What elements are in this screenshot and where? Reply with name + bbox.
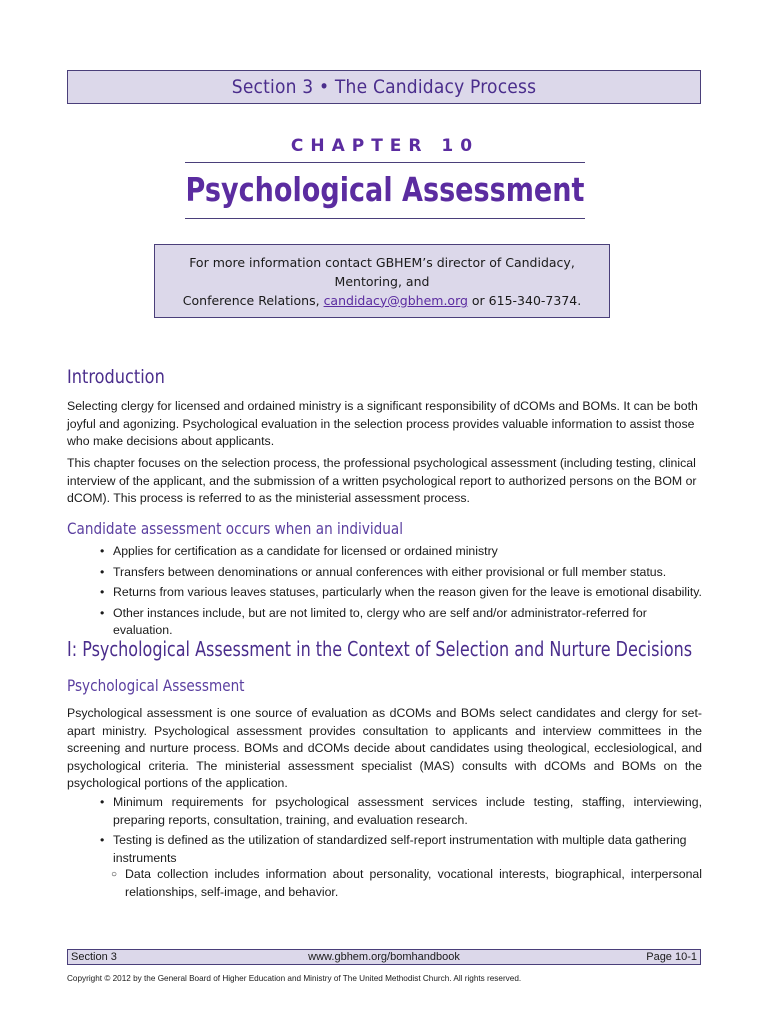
footer-url[interactable]: www.gbhem.org/bomhandbook: [308, 951, 460, 963]
contact-line-2-prefix: Conference Relations,: [182, 292, 324, 308]
contact-line-1: For more information contact GBHEM’s director of Candidacy, Mentoring, and: [189, 254, 575, 289]
introduction-heading: Introduction: [67, 366, 165, 388]
contact-box: [154, 244, 610, 318]
footer-section: Section 3: [71, 951, 117, 963]
list-item: • Transfers between denominations or annual conferences with either provisional or full member status.: [98, 564, 702, 582]
list-item: • Other instances include, but are not limited to, clergy who are self and/or administrator-referred for evaluation.: [98, 605, 702, 640]
copyright: Copyright © 2012 by the General Board of Higher Education and Ministry of The United Methodist Church. All rights reserved.: [67, 974, 522, 983]
candidate-list: [98, 543, 702, 640]
section-title: Section 3 • The Candidacy Process: [231, 76, 537, 98]
list-item: • Applies for certification as a candidate for licensed or ordained ministry: [98, 543, 702, 561]
sub-list-item-text: Data collection includes information about personality, vocational interests, biographical, interpersonal relationships, self-image, and behavior.: [125, 867, 702, 899]
candidate-heading: Candidate assessment occurs when an individual: [67, 519, 404, 538]
requirements-list: [98, 794, 702, 867]
divider-top: [185, 162, 585, 163]
divider-bottom: [185, 218, 585, 219]
footer-bar: [67, 949, 701, 965]
section-1-paragraph: Psychological assessment is one source of evaluation as dCOMs and BOMs select candidates and clergy for set-apart ministry. Psychological assessment provides consultation to applicants and interview committees in the screening and nurture process. BOMs and dCOMs decide about candidates using theological, ecclesiological, and psychological criteria. The ministerial assessment specialist (MAS) consults with dCOMs and BOMs on the psychological portions of the application.: [67, 706, 702, 790]
section-1-heading: I: Psychological Assessment in the Context of Selection and Nurture Decisions: [67, 637, 693, 661]
list-item: • Minimum requirements for psychological assessment services include testing, staffing, interviewing, preparing reports, consultation, training, and evaluation research.: [98, 794, 702, 829]
sub-list-item: [111, 866, 702, 901]
introduction-paragraph-1: Selecting clergy for licensed and ordained ministry is a significant responsibility of dCOMs and BOMs. It can be both joyful and agonizing. Psychological evaluation in the selection process provides valuable information to assist those who make decisions about applicants.: [67, 399, 698, 448]
chapter-title: Psychological Assessment: [185, 170, 585, 209]
psychological-assessment-subheading: Psychological Assessment: [67, 676, 245, 695]
list-item: • Returns from various leaves statuses, particularly when the reason given for the leave is emotional disability.: [98, 584, 702, 602]
introduction-paragraph-2: This chapter focuses on the selection process, the professional psychological assessment (including testing, clinical interview of the applicant, and the submission of a written psychological report to authorized persons on the BOM or dCOM). This process is referred to as the ministerial assessment process.: [67, 456, 697, 505]
section-banner: [67, 70, 701, 104]
circle-bullet-icon: ○: [111, 869, 118, 880]
list-item: • Testing is defined as the utilization of standardized self-report instrumentation with multiple data gathering instruments: [98, 832, 702, 867]
contact-email-link[interactable]: candidacy@gbhem.org: [323, 292, 468, 308]
contact-line-2-suffix: or 615-340-7374.: [467, 292, 582, 308]
footer-page-number: Page 10-1: [646, 951, 697, 963]
chapter-label: CHAPTER 10: [290, 136, 480, 156]
